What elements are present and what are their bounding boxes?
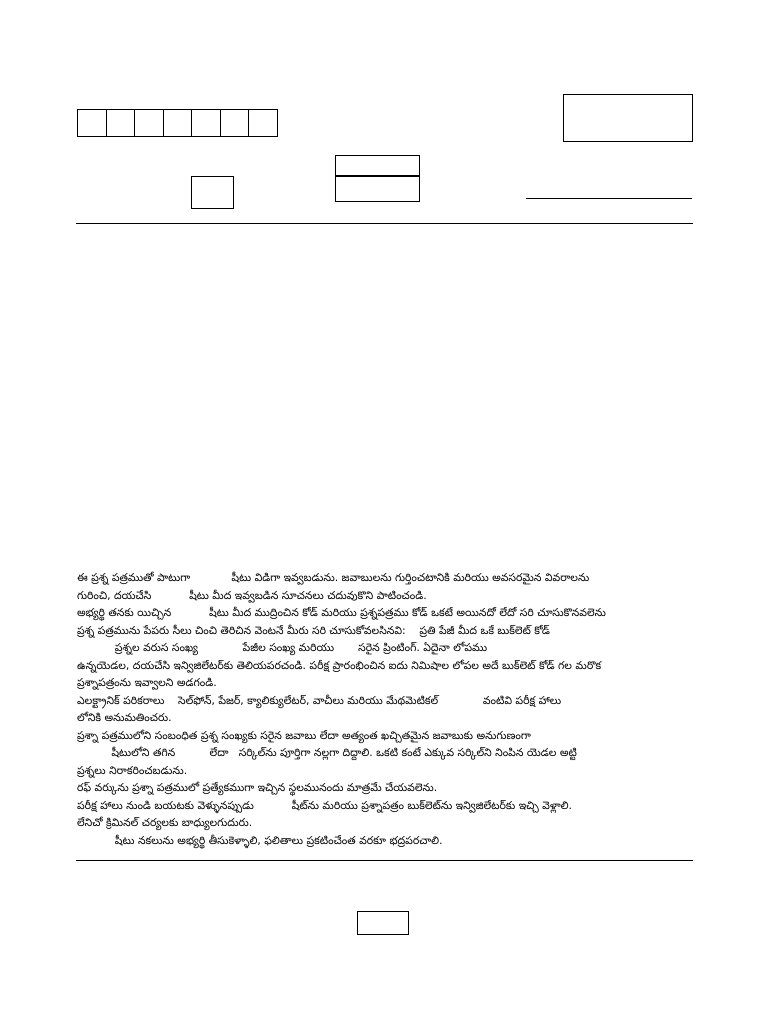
- roll-number-boxes: [77, 109, 278, 137]
- instruction-line: షీటులోని తగిన లేదా సర్కిల్‌ను పూర్తిగా నల్లగా దిద్దాలి. ఒకటి కంటే ఎక్కువ సర్కిల్‌ని నింపిన యెడల అట్టి: [77, 746, 577, 759]
- instruction-line: ప్రశ్న పత్రమును పేపరు సీలు చించి తెరిచిన వెంటనే మీరు సరి చూసుకోవలసినవి: ప్రతి పేజీ మీద ఒకే బుక్‌లెట్ కోడ్: [77, 623, 550, 637]
- instruction-line: షీటు నకలును అభ్యర్థి తీసుకెళ్ళాలి, ఫలితాలు ప్రకటించేంత వరకూ భద్రపరచాలి.: [77, 833, 443, 847]
- roll-number-digit-box: [164, 110, 193, 136]
- header-divider: [76, 223, 693, 224]
- instruction-line: ప్రశ్నల వరుస సంఖ్య పేజీల సంఖ్య మరియు సరైన ప్రింటింగ్. ఏదైనా లోపము: [77, 641, 488, 654]
- instructions-list: [77, 569, 695, 849]
- roll-number-digit-box: [107, 110, 136, 136]
- roll-number-digit-box: [192, 110, 221, 136]
- paper-code-box-top: [335, 155, 420, 176]
- paper-code-box-bottom: [335, 176, 420, 202]
- page-number-box: [357, 911, 409, 935]
- instruction-line: లోనికి అనుమతించరు.: [77, 711, 172, 724]
- instruction-line: ఉన్నయెడల, దయచేసి ఇన్విజిలేటర్‌కు తెలియపరచండి. పరీక్ష ప్రారంభించిన ఐదు నిమిషాల లోపల అదే బుక్‌లెట్ కోడ్ గల మరొక: [77, 658, 602, 672]
- signature-line: [526, 198, 692, 199]
- instruction-line: ప్రశ్నాపత్రంను ఇవ్వాలని అడగండి.: [77, 676, 217, 689]
- roll-number-digit-box: [221, 110, 250, 136]
- roll-number-digit-box: [78, 110, 107, 136]
- subject-code-box: [191, 176, 234, 209]
- footer-divider: [76, 860, 693, 861]
- booklet-code-box: [563, 94, 693, 142]
- roll-number-digit-box: [249, 110, 277, 136]
- instruction-line: ఈ ప్రశ్న పత్రముతో పాటుగా షీటు విడిగా ఇవ్వబడును. జవాబులను గుర్తించటానికి మరియు అవసరమైన వివరాలను: [77, 571, 590, 584]
- instruction-line: అభ్యర్థి తనకు యిచ్చిన షీటు మీద ముద్రించిన కోడ్ మరియు ప్రశ్నపత్రము కోడ్ ఒకటే అయినదో లేదో సరి చూసుకొనవలెను: [77, 606, 606, 619]
- instruction-line: ప్రశ్నా పత్రములోని సంబంధిత ప్రశ్న సంఖ్యకు సరైన జవాబు లేదా అత్యంత ఖచ్చితమైన జవాబుకు అనుగుణంగా: [77, 728, 531, 742]
- instruction-line: ఎలక్ట్రానిక్ పరికరాలు సెల్‌ఫోన్, పేజర్, క్యాలిక్యులేటర్, వాచీలు మరియు మేథమెటికల్ వంటివి పరీక్ష హాలు: [77, 693, 562, 707]
- roll-number-digit-box: [135, 110, 164, 136]
- instruction-line: పరీక్ష హాలు నుండి బయటకు వెళ్ళునప్పుడు షీట్‌ను మరియు ప్రశ్నాపత్రం బుక్‌లెట్‌ను ఇన్విజిలేటర్‌కు ఇచ్చి వెళ్లాలి.: [77, 798, 572, 812]
- instruction-line: రఫ్ వర్కును ప్రశ్నా పత్రములో ప్రత్యేకముగా ఇచ్చిన స్థలమునందు మాత్రమే చేయవలెను.: [77, 781, 438, 794]
- instruction-line: లేనిచో క్రిమినల్ చర్యలకు బాధ్యులగుదురు.: [77, 816, 253, 829]
- instruction-line: గురించి, దయచేసి షీటు మీద ఇవ్వబడిన సూచనలు చదువుకొని పాటించండి.: [77, 588, 427, 602]
- instruction-line: ప్రశ్నలు నిరాకరించబడును.: [77, 763, 188, 777]
